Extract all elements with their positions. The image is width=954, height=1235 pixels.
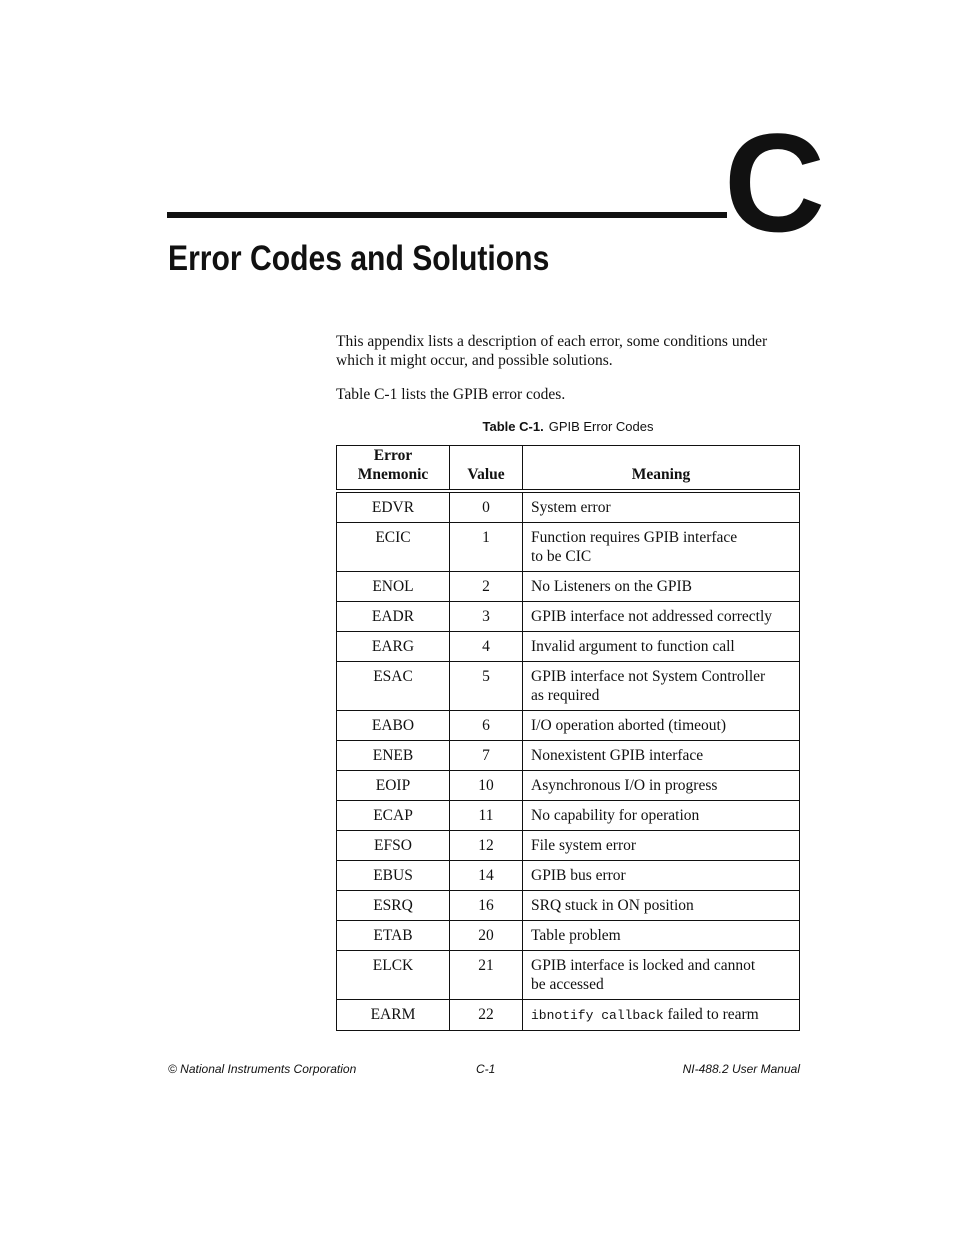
cell-value: 22 (450, 1000, 523, 1031)
intro-paragraph: This appendix lists a description of each error, some conditions under which it might occur, and possible solutions. (336, 333, 768, 369)
table-row (337, 801, 800, 831)
table-row (337, 771, 800, 801)
cell-meaning-line1: GPIB interface not System Controller (531, 668, 766, 685)
table-row (337, 572, 800, 602)
cell-mnemonic: ENOL (337, 572, 450, 602)
cell-value: 1 (450, 523, 523, 572)
cell-meaning: Invalid argument to function call (523, 632, 800, 662)
cell-mnemonic: ETAB (337, 921, 450, 951)
cell-value: 7 (450, 741, 523, 771)
cell-mnemonic: ECAP (337, 801, 450, 831)
cell-meaning: File system error (523, 831, 800, 861)
table-row (337, 711, 800, 741)
table-header-row (337, 446, 800, 492)
cell-mnemonic: EDVR (337, 491, 450, 523)
cell-mnemonic: ESRQ (337, 891, 450, 921)
cell-meaning-rest: failed to rearm (663, 1006, 759, 1023)
cell-mnemonic: ECIC (337, 523, 450, 572)
table-caption (336, 418, 800, 436)
footer-page-number: C-1 (476, 1062, 496, 1076)
table-reference-paragraph: Table C-1 lists the GPIB error codes. (336, 386, 566, 403)
header-mnemonic (337, 446, 450, 492)
cell-value: 2 (450, 572, 523, 602)
cell-mnemonic: EBUS (337, 861, 450, 891)
cell-value: 6 (450, 711, 523, 741)
chapter-rule (167, 212, 727, 218)
table-caption-text: GPIB Error Codes (548, 419, 654, 434)
cell-meaning: Nonexistent GPIB interface (523, 741, 800, 771)
table-row (337, 921, 800, 951)
cell-mnemonic: EARM (337, 1000, 450, 1031)
cell-meaning (523, 523, 800, 572)
cell-value: 5 (450, 662, 523, 711)
cell-meaning (523, 951, 800, 1000)
cell-value: 3 (450, 602, 523, 632)
cell-mnemonic: EADR (337, 602, 450, 632)
cell-mnemonic: EABO (337, 711, 450, 741)
cell-mnemonic: EOIP (337, 771, 450, 801)
header-meaning: Meaning (523, 446, 800, 492)
cell-meaning (523, 662, 800, 711)
cell-mnemonic: ESAC (337, 662, 450, 711)
table-row (337, 861, 800, 891)
cell-meaning-code: ibnotify callback (531, 1008, 664, 1023)
cell-mnemonic: ELCK (337, 951, 450, 1000)
cell-meaning: GPIB bus error (523, 861, 800, 891)
cell-value: 10 (450, 771, 523, 801)
cell-meaning: Table problem (523, 921, 800, 951)
header-mnemonic-line2: Mnemonic (357, 466, 429, 483)
cell-meaning: No capability for operation (523, 801, 800, 831)
cell-meaning: GPIB interface not addressed correctly (523, 602, 800, 632)
table-row (337, 1000, 800, 1031)
cell-mnemonic: EFSO (337, 831, 450, 861)
table-row (337, 662, 800, 711)
table-row (337, 741, 800, 771)
cell-value: 20 (450, 921, 523, 951)
cell-value: 0 (450, 491, 523, 523)
table-row (337, 831, 800, 861)
footer-copyright: © National Instruments Corporation (168, 1062, 357, 1076)
page-title: Error Codes and Solutions (168, 239, 550, 278)
cell-meaning: No Listeners on the GPIB (523, 572, 800, 602)
cell-meaning-line1: GPIB interface is locked and cannot (531, 957, 756, 974)
cell-meaning: System error (523, 491, 800, 523)
cell-meaning-line2: be accessed (531, 976, 604, 993)
cell-meaning-line1: Function requires GPIB interface (531, 529, 738, 546)
table-row (337, 632, 800, 662)
chapter-letter: C (724, 104, 822, 261)
error-codes-table (336, 445, 800, 1031)
cell-meaning: SRQ stuck in ON position (523, 891, 800, 921)
footer-manual-title: NI-488.2 User Manual (682, 1062, 800, 1076)
table-caption-label: Table C-1. (482, 419, 544, 434)
cell-value: 4 (450, 632, 523, 662)
table-row (337, 602, 800, 632)
table-row (337, 891, 800, 921)
cell-meaning (523, 1000, 800, 1031)
cell-meaning: Asynchronous I/O in progress (523, 771, 800, 801)
cell-value: 21 (450, 951, 523, 1000)
cell-value: 14 (450, 861, 523, 891)
cell-mnemonic: ENEB (337, 741, 450, 771)
cell-value: 11 (450, 801, 523, 831)
cell-value: 16 (450, 891, 523, 921)
header-value: Value (450, 446, 523, 492)
cell-mnemonic: EARG (337, 632, 450, 662)
cell-meaning-line2: to be CIC (531, 548, 592, 565)
cell-value: 12 (450, 831, 523, 861)
table-row (337, 523, 800, 572)
cell-meaning: I/O operation aborted (timeout) (523, 711, 800, 741)
table-row (337, 951, 800, 1000)
table-row (337, 491, 800, 523)
header-mnemonic-line1: Error (373, 447, 413, 464)
cell-meaning-line2: as required (531, 687, 600, 704)
